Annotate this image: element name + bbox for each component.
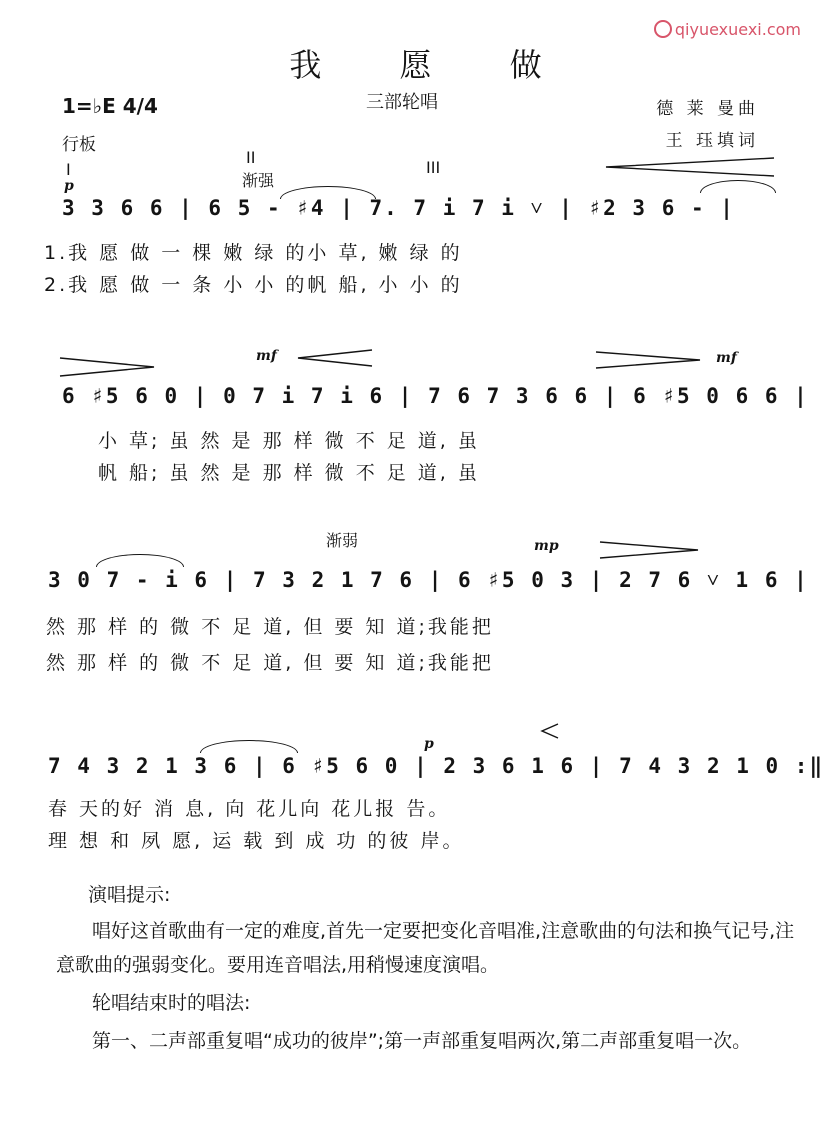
singing-tips-heading: 演唱提示:: [88, 884, 171, 906]
lyric-verse-2-row-4: 理 想 和 夙 愿, 运 载 到 成 功 的彼 岸。: [48, 830, 465, 852]
lyric-verse-1-row-1: 1.我 愿 做 一 棵 嫩 绿 的小 草, 嫩 绿 的: [44, 242, 463, 264]
decrescendo-hairpin: [596, 350, 700, 370]
notation-row-4: 7 4 3 2 1 3 6 | 6 ♯5 6 0 | 2 3 6 1 6 | 7 4 3 2 1 0 :‖: [48, 754, 825, 778]
lyric-verse-1-row-2: 小 草; 虽 然 是 那 样 微 不 足 道, 虽: [98, 430, 480, 452]
slur: [700, 180, 776, 193]
lyricist-credit: 王 珏填词: [665, 131, 759, 151]
part-marker-2: II: [246, 148, 256, 167]
notation-row-1: 3 3 6 6 | 6 5 - ♯4 | 7. 7 i 7 i ˅ | ♯2 3 6 - |: [62, 196, 735, 220]
dynamic-piano: p: [64, 178, 74, 194]
slur: [200, 740, 298, 753]
lyric-verse-1-row-4: 春 天的好 消 息, 向 花儿向 花儿报 告。: [48, 798, 451, 820]
lyric-verse-1-row-3: 然 那 样 的 微 不 足 道, 但 要 知 道;我能把: [46, 616, 494, 638]
lyric-verse-2-row-3: 然 那 样 的 微 不 足 道, 但 要 知 道;我能把: [46, 652, 494, 674]
dynamic-piano: p: [424, 736, 434, 752]
watermark-logo-icon: [654, 20, 672, 38]
decrescendo-hairpin: [60, 356, 154, 378]
crescendo-hairpin: [298, 348, 372, 368]
round-ending-paragraph: 第一、二声部重复唱“成功的彼岸”;第一声部重复唱两次,第二声部重复唱一次。: [92, 1030, 752, 1052]
crescendo-text: 渐强: [242, 171, 275, 190]
decrescendo-hairpin: [600, 540, 698, 560]
part-marker-3: III: [426, 158, 441, 177]
song-title: 我 愿 做: [289, 46, 576, 84]
part-marker-1: I: [66, 160, 71, 179]
dynamic-mezzo-forte: mf: [256, 348, 277, 364]
notation-row-2: 6 ♯5 6 0 | 0 7 i 7 i 6 | 7 6 7 3 6 6 | 6 ♯5 0 6 6 |: [62, 384, 809, 408]
slur: [96, 554, 184, 567]
breath-accent-mark: [540, 722, 560, 740]
notation-row-3: 3 0 7 - i 6 | 7 3 2 1 7 6 | 6 ♯5 0 3 | 2 7 6 ˅ 1 6 |: [48, 568, 809, 592]
composer-credit: 德 莱 曼曲: [656, 99, 759, 119]
song-subtitle: 三部轮唱: [366, 92, 438, 113]
tempo-marking: 行板: [62, 135, 96, 155]
lyric-verse-2-row-1: 2.我 愿 做 一 条 小 小 的帆 船, 小 小 的: [44, 274, 463, 296]
diminuendo-text: 渐弱: [326, 531, 359, 550]
singing-tips-paragraph: 唱好这首歌曲有一定的难度,首先一定要把变化音唱准,注意歌曲的句法和换气记号,注意歌曲的强弱变化。要用连音唱法,用稍慢速度演唱。: [56, 920, 795, 976]
key-signature: 1=♭E 4/4: [62, 94, 158, 118]
dynamic-mezzo-forte: mf: [716, 350, 737, 366]
crescendo-hairpin: [606, 156, 774, 178]
site-watermark: qiyuexuexi.com: [654, 20, 801, 39]
round-ending-heading: 轮唱结束时的唱法:: [92, 992, 251, 1014]
dynamic-mezzo-piano: mp: [534, 538, 559, 554]
lyric-verse-2-row-2: 帆 船; 虽 然 是 那 样 微 不 足 道, 虽: [98, 462, 480, 484]
